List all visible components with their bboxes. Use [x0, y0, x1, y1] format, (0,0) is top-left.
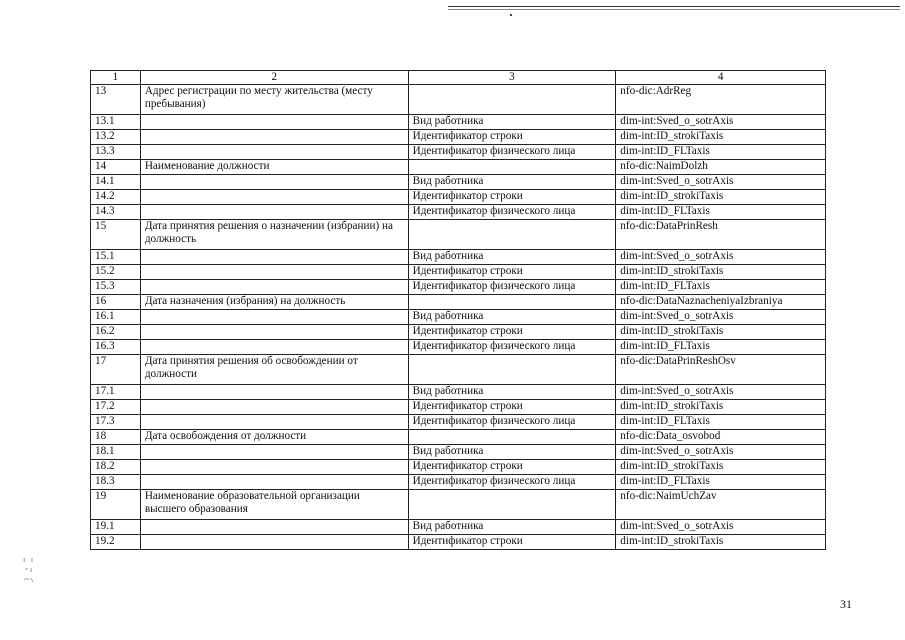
- row-name-cell: Наименование образовательной организации высшего образования: [140, 490, 408, 520]
- row-number-cell: 13: [91, 85, 141, 115]
- row-name-cell: [140, 190, 408, 205]
- row-dimension-cell: Вид работника: [408, 115, 616, 130]
- table-row: [91, 430, 826, 445]
- row-number-cell: 17.2: [91, 400, 141, 415]
- row-number-cell: 15: [91, 220, 141, 250]
- row-number-cell: 13.3: [91, 145, 141, 160]
- row-dimension-cell: [408, 220, 616, 250]
- table-row: [91, 160, 826, 175]
- row-dimension-cell: [408, 85, 616, 115]
- row-number-cell: 17: [91, 355, 141, 385]
- row-dimension-cell: Идентификатор строки: [408, 190, 616, 205]
- row-name-cell: Дата принятия решения о назначении (избрании) на должность: [140, 220, 408, 250]
- row-code-cell: nfo-dic:DataNaznacheniyaIzbraniya: [616, 295, 826, 310]
- row-number-cell: 13.2: [91, 130, 141, 145]
- table-row: [91, 145, 826, 160]
- row-name-cell: [140, 535, 408, 550]
- row-code-cell: dim-int:Sved_o_sotrAxis: [616, 115, 826, 130]
- table-row: [91, 85, 826, 115]
- table-row: [91, 460, 826, 475]
- row-dimension-cell: Идентификатор физического лица: [408, 475, 616, 490]
- row-code-cell: dim-int:ID_FLTaxis: [616, 145, 826, 160]
- row-dimension-cell: [408, 430, 616, 445]
- row-number-cell: 18.3: [91, 475, 141, 490]
- row-dimension-cell: Идентификатор физического лица: [408, 145, 616, 160]
- row-code-cell: nfo-dic:DataPrinResh: [616, 220, 826, 250]
- row-dimension-cell: [408, 490, 616, 520]
- row-number-cell: 16.3: [91, 340, 141, 355]
- row-name-cell: [140, 445, 408, 460]
- row-code-cell: dim-int:Sved_o_sotrAxis: [616, 385, 826, 400]
- table-row: [91, 205, 826, 220]
- row-number-cell: 19: [91, 490, 141, 520]
- row-number-cell: 16: [91, 295, 141, 310]
- row-dimension-cell: Вид работника: [408, 520, 616, 535]
- row-name-cell: [140, 460, 408, 475]
- row-code-cell: dim-int:ID_FLTaxis: [616, 475, 826, 490]
- row-number-cell: 15.3: [91, 280, 141, 295]
- table-row: [91, 265, 826, 280]
- row-dimension-cell: Вид работника: [408, 445, 616, 460]
- row-name-cell: [140, 280, 408, 295]
- row-dimension-cell: Идентификатор строки: [408, 460, 616, 475]
- row-name-cell: [140, 175, 408, 190]
- table-row: [91, 535, 826, 550]
- row-dimension-cell: Идентификатор физического лица: [408, 415, 616, 430]
- row-number-cell: 18.2: [91, 460, 141, 475]
- row-name-cell: [140, 475, 408, 490]
- table-row: [91, 490, 826, 520]
- row-number-cell: 19.1: [91, 520, 141, 535]
- row-number-cell: 15.2: [91, 265, 141, 280]
- column-header-1: 1: [91, 71, 141, 85]
- table-row: [91, 445, 826, 460]
- row-number-cell: 18.1: [91, 445, 141, 460]
- table-row: [91, 355, 826, 385]
- table-row: [91, 400, 826, 415]
- row-dimension-cell: Идентификатор строки: [408, 535, 616, 550]
- table-row: [91, 325, 826, 340]
- margin-binding-marks: [22, 556, 36, 590]
- row-code-cell: dim-int:Sved_o_sotrAxis: [616, 310, 826, 325]
- row-name-cell: [140, 385, 408, 400]
- row-code-cell: dim-int:ID_FLTaxis: [616, 205, 826, 220]
- page-number: 31: [840, 597, 852, 611]
- row-code-cell: nfo-dic:AdrReg: [616, 85, 826, 115]
- row-name-cell: [140, 520, 408, 535]
- row-code-cell: dim-int:ID_strokiTaxis: [616, 460, 826, 475]
- row-dimension-cell: Вид работника: [408, 385, 616, 400]
- row-name-cell: [140, 250, 408, 265]
- row-number-cell: 16.1: [91, 310, 141, 325]
- data-table: [90, 70, 826, 550]
- row-name-cell: [140, 115, 408, 130]
- table-row: [91, 190, 826, 205]
- table-row: [91, 310, 826, 325]
- table-row: [91, 175, 826, 190]
- row-name-cell: [140, 130, 408, 145]
- row-name-cell: [140, 265, 408, 280]
- row-number-cell: 14.1: [91, 175, 141, 190]
- row-name-cell: Наименование должности: [140, 160, 408, 175]
- row-dimension-cell: Идентификатор строки: [408, 265, 616, 280]
- row-name-cell: Дата назначения (избрания) на должность: [140, 295, 408, 310]
- row-code-cell: dim-int:Sved_o_sotrAxis: [616, 250, 826, 265]
- row-dimension-cell: Идентификатор физического лица: [408, 280, 616, 295]
- table-header-row: [91, 71, 826, 85]
- row-name-cell: [140, 205, 408, 220]
- row-dimension-cell: Идентификатор строки: [408, 400, 616, 415]
- row-name-cell: [140, 325, 408, 340]
- header-rule-secondary: [448, 9, 900, 10]
- row-dimension-cell: [408, 160, 616, 175]
- row-code-cell: nfo-dic:Data_osvobod: [616, 430, 826, 445]
- table-row: [91, 385, 826, 400]
- row-number-cell: 13.1: [91, 115, 141, 130]
- table-row: [91, 295, 826, 310]
- row-name-cell: [140, 400, 408, 415]
- header-rule: [448, 6, 900, 7]
- row-number-cell: 14.2: [91, 190, 141, 205]
- row-dimension-cell: Идентификатор физического лица: [408, 340, 616, 355]
- table-body: [91, 85, 826, 550]
- row-number-cell: 19.2: [91, 535, 141, 550]
- row-code-cell: nfo-dic:NaimUchZav: [616, 490, 826, 520]
- column-header-4: 4: [616, 71, 826, 85]
- row-code-cell: dim-int:ID_FLTaxis: [616, 340, 826, 355]
- table-row: [91, 520, 826, 535]
- row-code-cell: dim-int:ID_FLTaxis: [616, 280, 826, 295]
- scan-speck: [510, 14, 512, 16]
- row-name-cell: [140, 310, 408, 325]
- row-code-cell: dim-int:Sved_o_sotrAxis: [616, 520, 826, 535]
- row-code-cell: nfo-dic:DataPrinReshOsv: [616, 355, 826, 385]
- row-number-cell: 14.3: [91, 205, 141, 220]
- row-dimension-cell: Вид работника: [408, 250, 616, 265]
- row-dimension-cell: Вид работника: [408, 175, 616, 190]
- row-dimension-cell: [408, 355, 616, 385]
- row-code-cell: dim-int:ID_FLTaxis: [616, 415, 826, 430]
- row-code-cell: dim-int:ID_strokiTaxis: [616, 265, 826, 280]
- row-number-cell: 14: [91, 160, 141, 175]
- row-number-cell: 15.1: [91, 250, 141, 265]
- row-code-cell: dim-int:Sved_o_sotrAxis: [616, 445, 826, 460]
- row-name-cell: Дата принятия решения об освобождении от должности: [140, 355, 408, 385]
- row-name-cell: [140, 145, 408, 160]
- table-row: [91, 415, 826, 430]
- row-dimension-cell: Идентификатор строки: [408, 130, 616, 145]
- row-name-cell: [140, 415, 408, 430]
- row-number-cell: 18: [91, 430, 141, 445]
- row-name-cell: Дата освобождения от должности: [140, 430, 408, 445]
- row-code-cell: dim-int:ID_strokiTaxis: [616, 130, 826, 145]
- row-dimension-cell: Вид работника: [408, 310, 616, 325]
- table-row: [91, 115, 826, 130]
- row-number-cell: 17.3: [91, 415, 141, 430]
- row-dimension-cell: Идентификатор строки: [408, 325, 616, 340]
- row-name-cell: Адрес регистрации по месту жительства (месту пребывания): [140, 85, 408, 115]
- row-dimension-cell: [408, 295, 616, 310]
- row-code-cell: dim-int:ID_strokiTaxis: [616, 535, 826, 550]
- table-row: [91, 250, 826, 265]
- row-code-cell: dim-int:ID_strokiTaxis: [616, 190, 826, 205]
- row-code-cell: dim-int:ID_strokiTaxis: [616, 325, 826, 340]
- table-row: [91, 130, 826, 145]
- row-number-cell: 17.1: [91, 385, 141, 400]
- table-row: [91, 475, 826, 490]
- table-row: [91, 280, 826, 295]
- row-code-cell: dim-int:ID_strokiTaxis: [616, 400, 826, 415]
- row-number-cell: 16.2: [91, 325, 141, 340]
- table-row: [91, 220, 826, 250]
- row-name-cell: [140, 340, 408, 355]
- row-code-cell: dim-int:Sved_o_sotrAxis: [616, 175, 826, 190]
- row-code-cell: nfo-dic:NaimDolzh: [616, 160, 826, 175]
- column-header-2: 2: [140, 71, 408, 85]
- column-header-3: 3: [408, 71, 616, 85]
- table-row: [91, 340, 826, 355]
- row-dimension-cell: Идентификатор физического лица: [408, 205, 616, 220]
